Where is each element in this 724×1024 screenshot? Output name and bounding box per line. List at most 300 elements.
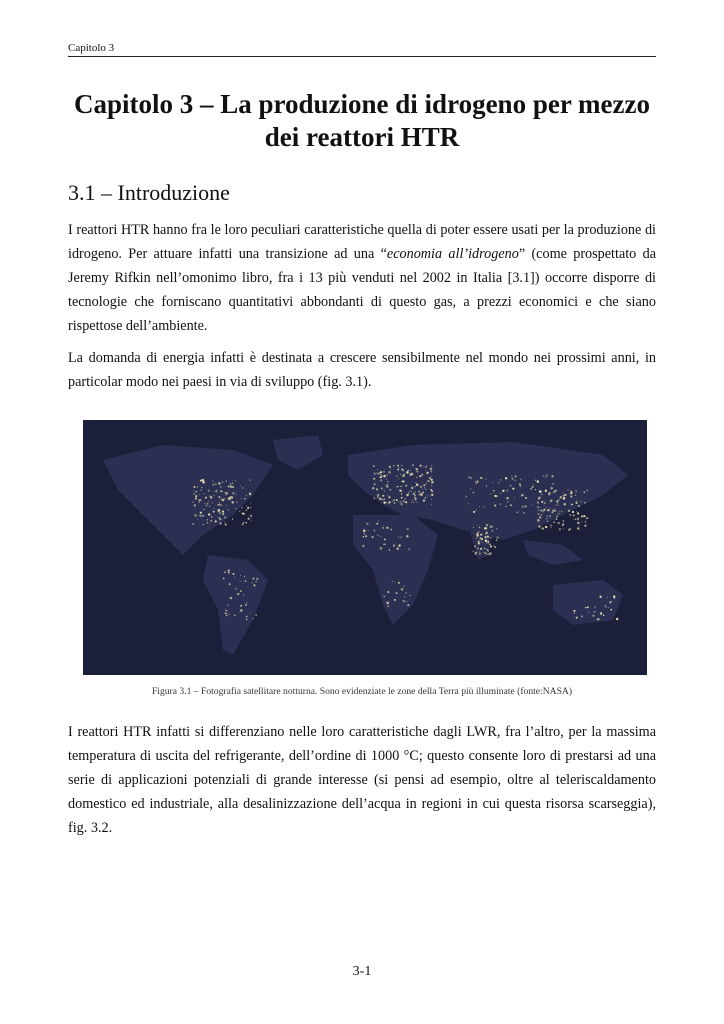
city-light	[217, 504, 219, 506]
city-light	[406, 535, 408, 537]
city-light	[241, 507, 243, 509]
city-light	[249, 493, 251, 495]
city-light	[386, 478, 387, 479]
city-light	[240, 575, 241, 576]
city-light	[594, 611, 596, 613]
city-light	[537, 507, 539, 509]
city-light	[363, 529, 366, 532]
city-light	[475, 481, 476, 482]
city-light	[226, 480, 227, 481]
city-light	[243, 522, 245, 524]
city-light	[546, 518, 547, 519]
city-light	[225, 610, 226, 611]
city-light	[234, 615, 235, 616]
city-light	[239, 612, 240, 613]
city-light	[386, 527, 388, 529]
city-light	[411, 491, 412, 492]
city-light	[222, 513, 224, 515]
city-light	[427, 480, 429, 482]
city-light	[425, 470, 426, 471]
city-light	[389, 549, 391, 551]
city-light	[394, 582, 395, 583]
city-light	[250, 503, 251, 504]
city-light	[431, 504, 432, 505]
city-light	[431, 465, 432, 466]
city-light	[492, 482, 493, 483]
city-light	[556, 519, 558, 521]
city-light	[573, 610, 575, 612]
city-light	[376, 488, 378, 490]
city-light	[387, 591, 389, 593]
city-light	[511, 478, 513, 480]
city-light	[431, 476, 432, 477]
city-light	[498, 482, 500, 484]
city-light	[392, 501, 393, 502]
city-light	[397, 465, 399, 467]
city-light	[208, 490, 210, 492]
city-light	[195, 498, 197, 500]
city-light	[403, 474, 405, 476]
city-light	[209, 523, 210, 524]
city-light	[556, 505, 557, 506]
city-light	[431, 479, 433, 481]
city-light	[573, 515, 575, 517]
city-light	[479, 527, 480, 528]
city-light	[216, 491, 217, 492]
city-light	[558, 499, 560, 501]
city-light	[559, 511, 560, 512]
city-light	[230, 485, 232, 487]
city-light	[250, 515, 252, 517]
city-light	[225, 524, 227, 526]
city-light	[563, 520, 564, 521]
city-light	[510, 504, 512, 506]
city-light	[492, 530, 493, 531]
city-light	[234, 577, 235, 578]
city-light	[407, 470, 409, 472]
city-light	[415, 482, 416, 483]
city-light	[377, 535, 378, 536]
city-light	[204, 493, 205, 494]
city-light	[569, 514, 571, 516]
city-light	[194, 514, 197, 517]
city-light	[242, 487, 243, 488]
city-light	[473, 527, 474, 528]
city-light	[240, 590, 242, 592]
city-light	[418, 491, 420, 493]
city-light	[244, 498, 246, 500]
city-light	[556, 522, 557, 523]
city-light	[380, 471, 382, 473]
city-light	[586, 517, 588, 519]
city-light	[402, 600, 405, 603]
city-light	[560, 496, 562, 498]
city-light	[373, 472, 374, 473]
city-light	[505, 477, 507, 479]
city-light	[252, 582, 253, 583]
city-light	[564, 503, 566, 505]
city-light	[515, 476, 517, 478]
city-light	[425, 497, 426, 498]
city-light	[505, 505, 506, 506]
city-light	[245, 522, 246, 523]
city-light	[400, 503, 402, 505]
city-light	[202, 479, 204, 481]
city-light	[579, 526, 580, 527]
figure-caption: Figura 3.1 – Fotografia satellitare notturna. Sono evidenziate le zone della Terra più illuminate (fonte:NASA)	[151, 686, 573, 697]
city-light	[538, 521, 539, 522]
city-light	[478, 542, 479, 543]
city-light	[222, 499, 224, 501]
city-light	[541, 514, 542, 515]
city-light	[581, 515, 583, 517]
city-light	[538, 525, 540, 527]
city-light	[226, 610, 228, 612]
city-light	[193, 490, 194, 491]
city-light	[537, 480, 539, 482]
city-light	[516, 512, 517, 513]
city-light	[549, 502, 550, 503]
city-light	[386, 502, 387, 503]
city-light	[246, 505, 247, 506]
city-light	[398, 501, 399, 502]
city-light	[480, 548, 482, 550]
city-light	[384, 539, 386, 541]
city-light	[430, 495, 431, 496]
city-light	[585, 523, 586, 524]
city-light	[231, 501, 233, 503]
city-light	[473, 492, 475, 494]
city-light	[235, 508, 236, 509]
city-light	[195, 495, 196, 496]
city-light	[507, 501, 508, 502]
city-light	[409, 491, 410, 492]
city-light	[565, 494, 566, 495]
city-light	[581, 615, 583, 617]
city-light	[401, 465, 402, 466]
city-light	[220, 490, 222, 492]
city-light	[414, 497, 415, 498]
city-light	[537, 502, 539, 504]
city-light	[431, 481, 434, 484]
city-light	[609, 601, 611, 603]
city-light	[480, 477, 482, 479]
city-light	[423, 484, 425, 486]
city-light	[215, 520, 217, 522]
city-light	[198, 499, 200, 501]
city-light	[237, 593, 239, 595]
city-light	[254, 585, 256, 587]
city-light	[398, 582, 400, 584]
city-light	[414, 497, 417, 500]
city-light	[405, 501, 407, 503]
city-light	[228, 485, 230, 487]
city-light	[407, 528, 409, 530]
city-light	[385, 543, 386, 544]
city-light	[415, 468, 416, 469]
city-light	[430, 468, 432, 470]
city-light	[249, 479, 250, 480]
city-light	[485, 544, 486, 545]
city-light	[559, 513, 560, 514]
city-light	[207, 522, 208, 523]
city-light	[587, 490, 588, 491]
city-light	[599, 596, 601, 598]
city-light	[588, 611, 589, 612]
city-light	[577, 522, 579, 524]
city-light	[398, 478, 399, 479]
city-light	[486, 524, 489, 527]
city-light	[383, 475, 385, 477]
city-light	[500, 492, 502, 494]
city-light	[613, 595, 615, 597]
city-light	[583, 491, 585, 493]
city-light	[473, 511, 475, 513]
city-light	[386, 474, 387, 475]
city-light	[477, 548, 479, 550]
chapter-title: Capitolo 3 – La produzione di idrogeno per mezzo dei reattori HTR	[73, 89, 651, 152]
city-light	[205, 497, 207, 499]
city-light	[212, 484, 214, 486]
paragraph-intro-part-2: ” (come prospettato da Jeremy Rifkin nell’omonimo libro, fra i 13 più venduti nel 2002 in Italia [3.1]) occorre disporre di tecnologie che forniscano quantitativi abbondanti di questo gas, a prezzi economici e che siano rispettose dell’ambiente.	[68, 246, 656, 334]
city-light	[605, 607, 606, 608]
city-light	[472, 551, 474, 553]
city-light	[227, 605, 228, 606]
city-light	[373, 465, 375, 467]
city-light	[394, 503, 395, 504]
city-light	[465, 496, 467, 498]
city-light	[542, 476, 543, 477]
city-light	[570, 490, 572, 492]
city-light	[542, 527, 544, 529]
city-light	[541, 491, 542, 492]
city-light	[409, 595, 411, 597]
city-light	[390, 529, 392, 531]
city-light	[240, 486, 241, 487]
city-light	[537, 506, 538, 507]
city-light	[380, 474, 382, 476]
city-light	[545, 475, 546, 476]
city-light	[551, 475, 553, 477]
city-light	[365, 535, 367, 537]
city-light	[364, 533, 365, 534]
city-light	[563, 528, 564, 529]
city-light	[411, 487, 413, 489]
city-light	[401, 468, 403, 470]
city-light	[373, 483, 375, 485]
city-light	[209, 506, 210, 507]
city-light	[593, 615, 595, 617]
city-light	[468, 503, 469, 504]
city-light	[244, 576, 245, 577]
city-light	[196, 491, 198, 493]
city-light	[416, 483, 419, 486]
city-light	[390, 469, 391, 470]
city-light	[241, 498, 242, 499]
city-light	[431, 499, 432, 500]
city-light	[398, 544, 400, 546]
city-light	[544, 502, 546, 504]
city-light	[506, 490, 507, 491]
city-light	[381, 499, 383, 501]
city-light	[557, 513, 559, 515]
city-light	[585, 517, 586, 518]
city-light	[540, 507, 541, 508]
city-light	[377, 473, 378, 474]
city-light	[425, 489, 426, 490]
city-light	[378, 520, 379, 521]
running-header: Capitolo 3	[68, 42, 656, 57]
city-light	[382, 495, 384, 497]
city-light	[573, 519, 574, 520]
city-light	[397, 469, 399, 471]
city-light	[413, 493, 415, 495]
city-light	[594, 606, 595, 607]
city-light	[476, 538, 477, 539]
city-light	[616, 618, 618, 620]
city-light	[500, 503, 502, 505]
city-light	[540, 490, 541, 491]
paragraph-htr-applications: I reattori HTR infatti si differenziano nelle loro caratteristiche dagli LWR, fra l’altro, per la massima temperatura di uscita del refrigerante, dell’ordine di 1000 °C; questo consente loro di prestarsi ad una serie di applicazioni potenziali di grande interesse (si pensi ad esempio, oltre al teleriscaldamento domestico ed industriale, alla desalinizzazione dell’acqua in regioni in cui questa risorsa scarseggia), fig. 3.2.	[68, 724, 656, 836]
city-light	[563, 492, 564, 493]
city-light	[478, 540, 480, 542]
city-light	[396, 499, 398, 501]
city-light	[383, 501, 385, 503]
city-light	[522, 494, 524, 496]
city-light	[468, 477, 469, 478]
city-light	[240, 581, 241, 582]
city-light	[377, 495, 379, 497]
city-light	[211, 516, 213, 518]
city-light	[546, 507, 547, 508]
city-light	[222, 510, 224, 512]
city-light	[380, 547, 383, 550]
city-light	[533, 485, 534, 486]
city-light	[414, 495, 416, 497]
city-light	[540, 509, 542, 511]
city-light	[493, 490, 495, 492]
city-light	[406, 494, 408, 496]
city-light	[379, 498, 381, 500]
city-light	[550, 500, 553, 503]
city-light	[411, 473, 414, 476]
city-light	[403, 500, 406, 503]
city-light	[477, 525, 478, 526]
city-light	[197, 486, 198, 487]
city-light	[193, 493, 195, 495]
city-light	[476, 532, 478, 534]
city-light	[240, 609, 242, 611]
paragraph-intro	[68, 218, 656, 338]
city-light	[427, 495, 428, 496]
city-light	[393, 465, 394, 466]
city-light	[222, 505, 223, 506]
city-light	[551, 512, 553, 514]
city-light	[475, 552, 477, 554]
city-light	[218, 482, 221, 485]
city-light	[553, 521, 555, 523]
city-light	[520, 485, 522, 487]
city-light	[600, 612, 602, 614]
city-light	[545, 526, 546, 527]
city-light	[230, 497, 232, 499]
city-light	[219, 502, 220, 503]
city-light	[547, 521, 548, 522]
city-light	[199, 494, 200, 495]
city-light	[551, 518, 552, 519]
city-light	[546, 474, 548, 476]
city-light	[236, 494, 237, 495]
city-light	[489, 543, 491, 545]
city-light	[213, 511, 215, 513]
city-light	[404, 596, 405, 597]
city-light	[405, 485, 407, 487]
city-light	[415, 486, 416, 487]
city-light	[431, 494, 433, 496]
city-light	[470, 488, 471, 489]
city-light	[229, 583, 231, 585]
city-light	[401, 481, 403, 483]
city-light	[255, 614, 256, 615]
city-light	[203, 481, 204, 482]
city-light	[539, 516, 542, 519]
city-light	[401, 588, 404, 591]
city-light	[206, 505, 208, 507]
city-light	[382, 527, 384, 529]
city-light	[550, 524, 552, 526]
city-light	[224, 522, 225, 523]
city-light	[483, 552, 484, 553]
city-light	[409, 548, 411, 550]
city-light	[525, 505, 527, 507]
city-light	[486, 532, 488, 534]
city-light	[193, 486, 195, 488]
city-light	[221, 498, 222, 499]
city-light	[556, 500, 558, 502]
city-light	[232, 518, 233, 519]
city-light	[517, 511, 518, 512]
city-light	[535, 480, 536, 481]
city-light	[200, 480, 202, 482]
city-light	[572, 505, 573, 506]
city-light	[389, 466, 391, 468]
city-light	[226, 505, 227, 506]
city-light	[425, 466, 427, 468]
city-light	[192, 523, 194, 525]
city-light	[423, 499, 425, 501]
city-light	[213, 508, 214, 509]
city-light	[610, 609, 612, 611]
city-light	[245, 604, 247, 606]
city-light	[426, 472, 428, 474]
city-light	[383, 544, 384, 545]
city-light	[430, 470, 432, 472]
city-light	[481, 538, 483, 540]
city-light	[219, 522, 221, 524]
city-light	[421, 473, 424, 476]
city-light	[605, 605, 606, 606]
city-light	[426, 483, 427, 484]
city-light	[253, 618, 254, 619]
city-light	[396, 475, 398, 477]
city-light	[383, 525, 384, 526]
city-light	[567, 489, 568, 490]
city-light	[576, 511, 577, 512]
city-light	[408, 492, 410, 494]
city-light	[420, 465, 422, 467]
city-light	[417, 502, 418, 503]
city-light	[225, 612, 227, 614]
